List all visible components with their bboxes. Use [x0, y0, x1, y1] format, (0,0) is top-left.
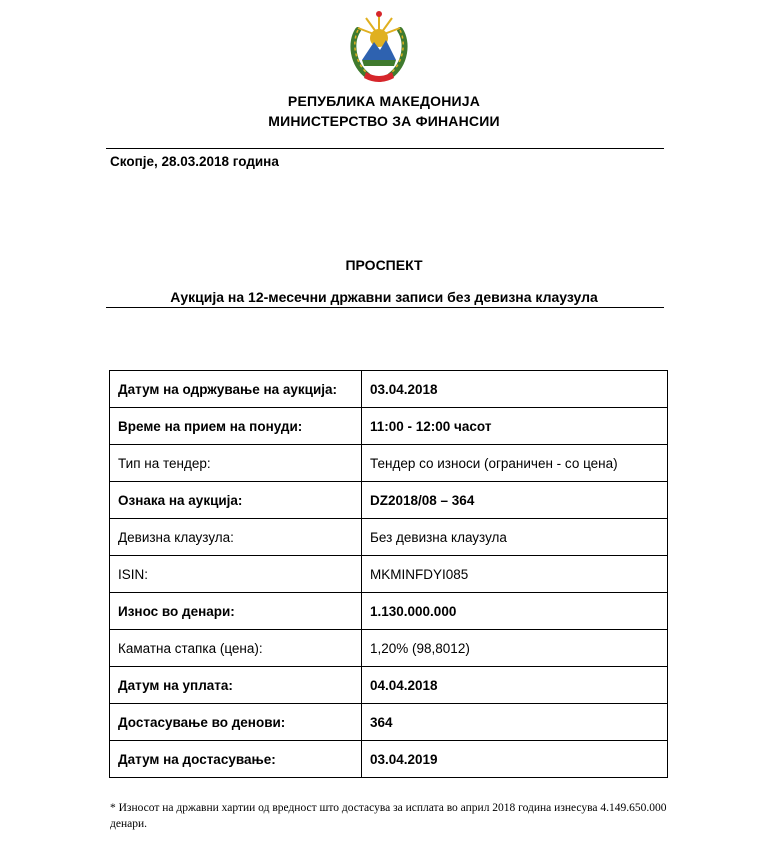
row-label: ISIN: — [110, 556, 362, 593]
country-name: РЕПУБЛИКА МАКЕДОНИЈА — [287, 93, 481, 109]
subtitle-divider — [106, 307, 664, 308]
table-row — [110, 371, 668, 408]
row-label: Тип на тендер: — [110, 445, 362, 482]
dateline: Скопје, 28.03.2018 година — [110, 154, 279, 169]
row-label: Ознака на аукција: — [110, 482, 362, 519]
table-row — [110, 593, 668, 630]
row-label: Каматна стапка (цена): — [110, 630, 362, 667]
row-value: 04.04.2018 — [362, 667, 668, 704]
coat-of-arms-icon — [344, 8, 414, 88]
auction-details-table — [109, 370, 668, 778]
row-label: Девизна клаузула: — [110, 519, 362, 556]
row-value: 03.04.2018 — [362, 371, 668, 408]
row-label: Датум на уплата: — [110, 667, 362, 704]
row-value: 03.04.2019 — [362, 741, 668, 778]
row-value: 11:00 - 12:00 часот — [362, 408, 668, 445]
row-value: 364 — [362, 704, 668, 741]
table-row — [110, 408, 668, 445]
document-subtitle: Аукција на 12-месечни државни записи без девизна клаузула — [170, 289, 598, 305]
row-value: Без девизна клаузула — [362, 519, 668, 556]
row-value: 1,20% (98,8012) — [362, 630, 668, 667]
header-divider — [106, 148, 664, 149]
table-row — [110, 519, 668, 556]
row-value: Тендер со износи (ограничен - со цена) — [362, 445, 668, 482]
table-row — [110, 482, 668, 519]
ministry-name: МИНИСТЕРСТВО ЗА ФИНАНСИИ — [268, 113, 500, 129]
row-label: Време на прием на понуди: — [110, 408, 362, 445]
row-value: 1.130.000.000 — [362, 593, 668, 630]
table-row — [110, 556, 668, 593]
row-label: Датум на достасување: — [110, 741, 362, 778]
document-title: ПРОСПЕКТ — [345, 257, 423, 273]
row-label: Износ во денари: — [110, 593, 362, 630]
row-value: DZ2018/08 – 364 — [362, 482, 668, 519]
row-label: Достасување во денови: — [110, 704, 362, 741]
table-row — [110, 630, 668, 667]
footnote: * Износот на државни хартии од вредност што достасува за исплата во април 2018 година изнесува 4.149.650.000 денари. — [110, 802, 667, 830]
table-row — [110, 445, 668, 482]
row-value: MKMINFDYI085 — [362, 556, 668, 593]
table-row — [110, 741, 668, 778]
table-row — [110, 667, 668, 704]
row-label: Датум на одржување на аукција: — [110, 371, 362, 408]
table-row — [110, 704, 668, 741]
